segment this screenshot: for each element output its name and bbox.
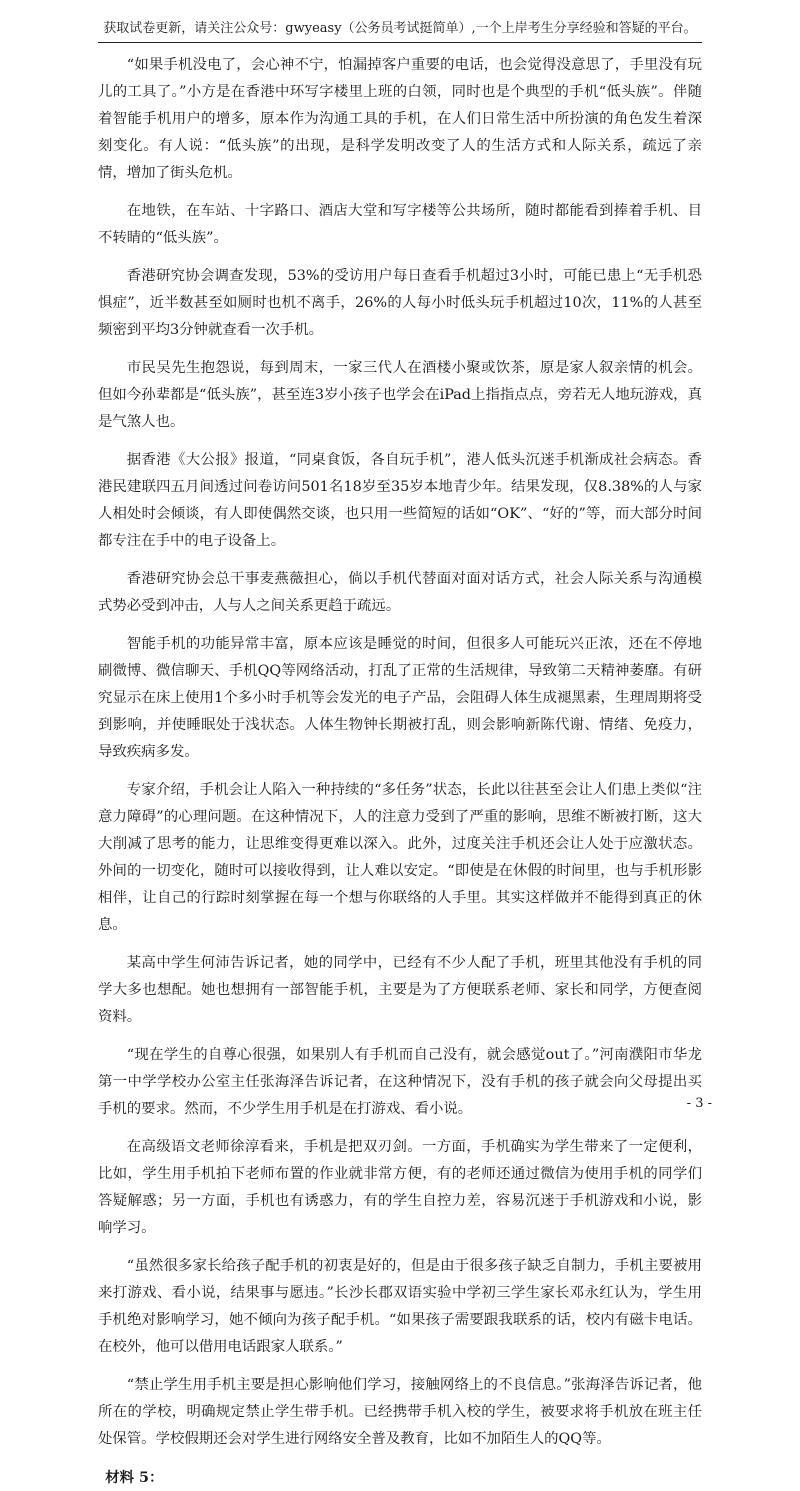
paragraph: “如果手机没电了，会心神不宁，怕漏掉客户重要的电话，也会觉得没意思了，手里没有玩儿的工具了。”小方是在香港中环写字楼里上班的白领，同时也是个典型的手机“低头族”。伴随着智能手机用户的增多，原本作为沟通工具的手机，在人们日常生活中所扮演的角色发生着深刻变化。有人说：“低头族”的出现，是科学发明改变了人的生活方式和人际关系，疏远了亲情，增加了街头危机。 xyxy=(98,57,702,181)
paragraph: “现在学生的自尊心很强，如果别人有手机而自己没有，就会感觉out了。”河南濮阳市华龙第一中学学校办公室主任张海泽告诉记者，在这种情况下，没有手机的孩子就会向父母提出买手机的要求。然而，不少学生用手机是在打游戏、看小说。 xyxy=(98,1047,702,1117)
document-body xyxy=(98,52,702,1491)
paragraph: 香港研究协会总干事麦燕薇担心，倘以手机代替面对面对话方式，社会人际关系与沟通模式势必受到冲击，人与人之间关系更趋于疏远。 xyxy=(98,571,702,614)
paragraph: 据香港《大公报》报道，“同桌食饭，各自玩手机”，港人低头沉迷手机渐成社会病态。香港民建联四五月间透过问卷访问501名18岁至35岁本地青少年。结果发现，仅8.38%的人与家人相处时会倾谈，有人即使偶然交谈，也只用一些简短的话如“OK”、“好的”等，而大部分时间都专注在手中的电子设备上。 xyxy=(98,452,702,549)
header-divider xyxy=(98,42,702,43)
paragraph: 智能手机的功能异常丰富，原本应该是睡觉的时间，但很多人可能玩兴正浓，还在不停地刷微博、微信聊天、手机QQ等网络活动，打乱了正常的生活规律，导致第二天精神萎靡。有研究显示在床上使用1个多小时手机等会发光的电子产品，会阻碍人体生成褪黑素，生理周期将受到影响，并使睡眠处于浅状态。人体生物钟长期被打乱，则会影响新陈代谢、情绪、免疫力，导致疾病多发。 xyxy=(98,636,702,760)
paragraph: “禁止学生用手机主要是担心影响他们学习，接触网络上的不良信息。”张海泽告诉记者，他所在的学校，明确规定禁止学生带手机。已经携带手机入校的学生，被要求将手机放在班主任处保管。学校假期还会对学生进行网络安全普及教育，比如不加陌生人的QQ等。 xyxy=(98,1377,702,1447)
paragraph: “虽然很多家长给孩子配手机的初衷是好的，但是由于很多孩子缺乏自制力，手机主要被用来打游戏、看小说，结果事与愿违。”长沙长郡双语实验中学初三学生家长邓永红认为，学生用手机绝对影响学习，她不倾向为孩子配手机。“如果孩子需要跟我联系的话，校内有磁卡电话。在校外，他可以借用电话跟家人联系。” xyxy=(98,1258,702,1355)
paragraph: 某高中学生何沛告诉记者，她的同学中，已经有不少人配了手机，班里其他没有手机的同学大多也想配。她也想拥有一部智能手机，主要是为了方便联系老师、家长和同学，方便查阅资料。 xyxy=(98,955,702,1025)
paragraph: 专家介绍，手机会让人陷入一种持续的“多任务”状态，长此以往甚至会让人们患上类似“注意力障碍”的心理问题。在这种情况下，人的注意力受到了严重的影响，思维不断被打断，这大大削减了思考的能力，让思维变得更难以深入。此外，过度关注手机还会让人处于应激状态。外间的一切变化，随时可以接收得到，让人难以安定。“即使是在休假的时间里，也与手机形影相伴，让自己的行踪时刻掌握在每一个想与你联络的人手里。其实这样做并不能得到真正的休息。 xyxy=(98,782,702,933)
paragraph: 在地铁，在车站、十字路口、酒店大堂和写字楼等公共场所，随时都能看到捧着手机、目不转睛的“低头族”。 xyxy=(98,203,702,246)
page-number: - 3 - xyxy=(686,1096,712,1111)
page-header: 获取试卷更新，请关注公众号：gwyeasy（公务员考试挺简单）,一个上岸考生分享经验和答疑的平台。 xyxy=(103,21,697,36)
paragraph: 市民吴先生抱怨说，每到周末，一家三代人在酒楼小聚或饮茶，原是家人叙亲情的机会。但如今孙辈都是“低头族”，甚至连3岁小孩子也学会在iPad上指指点点，旁若无人地玩游戏，真是气煞人也。 xyxy=(98,360,702,430)
paragraph: 在高级语文老师徐淳看来，手机是把双刃剑。一方面，手机确实为学生带来了一定便利，比如，学生用手机拍下老师布置的作业就非常方便，有的老师还通过微信为使用手机的同学们答疑解惑；另一方面，手机也有诱惑力，有的学生自控力差，容易沉迷于手机游戏和小说，影响学习。 xyxy=(98,1139,702,1236)
paragraph: 香港研究协会调查发现，53%的受访用户每日查看手机超过3小时，可能已患上“无手机恐惧症”，近半数甚至如厕时也机不离手，26%的人每小时低头玩手机超过10次，11%的人甚至频密到平均3分钟就查看一次手机。 xyxy=(98,268,702,338)
section-heading: 材料 5： xyxy=(105,1469,164,1486)
